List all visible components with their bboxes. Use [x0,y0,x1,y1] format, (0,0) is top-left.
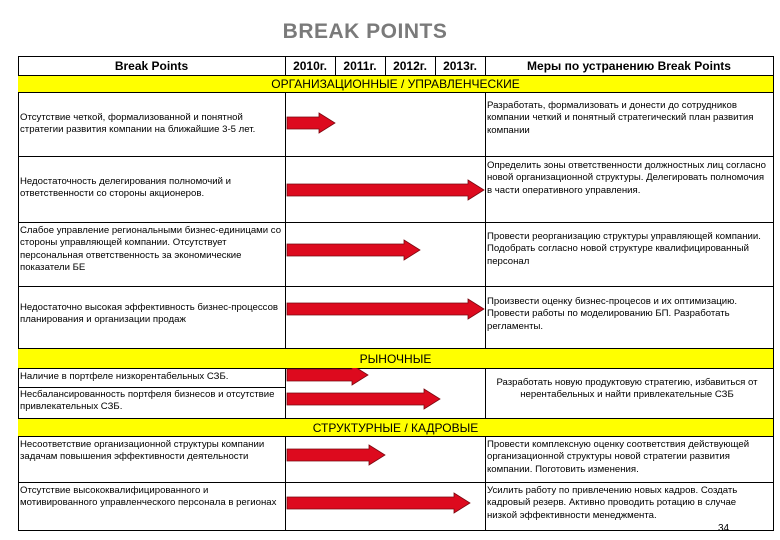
measure-regional-management: Провести реорганизацию структуры управляющей компании. Подобрать согласно новой структуре квалифицированный персонал [487,231,761,267]
problem-regional-management: Слабое управление региональными бизнес-единицами со стороны управляющей компании. Отсутствует персональная ответственность за экономические показатели БЕ [20,225,282,274]
page-number: 34 [718,523,730,534]
header-year-2010: 2010г. [293,59,327,73]
arrow-delegation [287,180,484,200]
header-break-points: Break Points [114,59,189,73]
measure-strategy: Разработать, формализовать и донести до сотрудников компании четкий и понятный стратегический план развития компании [487,100,754,136]
problem-delegation: Недостаточность делегирования полномочий и ответственности со стороны акционеров. [20,176,232,200]
measure-regional-personnel: Усилить работу по привлечению новых кадров. Создать кадровый резерв. Активно проводить ротацию в случае низкой эффективности менеджмента. [487,485,738,521]
arrow-regional-personnel [287,493,470,513]
problem-portfolio-balance: Несбалансированность портфеля бизнесов и отсутствие привлекательных СЗБ. [20,389,275,413]
section-band-market: РЫНОЧНЫЕ [18,349,773,368]
problem-low-profit-szb: Наличие в портфеле низкорентабельных СЗБ. [20,371,229,382]
measure-product-strategy: Разработать новую продуктовую стратегию, избавиться от нерентабельных и найти привлекательные СЗБ [496,377,758,401]
header-year-2012: 2012г. [393,59,427,73]
arrow-strategy [287,113,335,133]
header-measures: Меры по устранению Break Points [527,59,731,73]
section-band-structural: СТРУКТУРНЫЕ / КАДРОВЫЕ [18,419,773,436]
measure-sales-processes: Произвести оценку бизнес-процесов и их оптимизацию. Провести работы по моделированию БП. Разработать регламенты. [487,296,737,332]
arrow-portfolio-balance [287,389,440,409]
measure-delegation: Определить зоны ответственности должностных лиц согласно новой организационной структуры. Делегировать полномочия в части оперативного управления. [487,160,766,196]
measure-org-structure: Провести комплексную оценку соответствия действующей организационной структуры новой стратегии развития компании. Поготовить изменения. [487,439,750,475]
arrow-org-structure [287,445,385,465]
problem-sales-processes: Недостаточно высокая эффективность бизнес-процессов планирования и организации продаж [20,302,279,326]
problem-org-structure: Несоответствие организационной структуры компании задачам повышения эффективности деятельности [20,439,265,463]
problem-regional-personnel: Отсутствие высококвалифицированного и мотивированного управленческого персонала в регионах [20,485,277,509]
arrow-regional-management [287,240,420,260]
problem-strategy: Отсутствие четкой, формализованной и понятной стратегии развития компании на ближайшие 3-5 лет. [20,112,256,136]
header-year-2011: 2011г. [343,59,377,73]
section-band-organizational: ОРГАНИЗАЦИОННЫЕ / УПРАВЛЕНЧЕСКИЕ [18,76,773,92]
page-title: BREAK POINTS [282,20,448,43]
header-year-2013: 2013г. [443,59,477,73]
arrow-sales-processes [287,299,484,319]
